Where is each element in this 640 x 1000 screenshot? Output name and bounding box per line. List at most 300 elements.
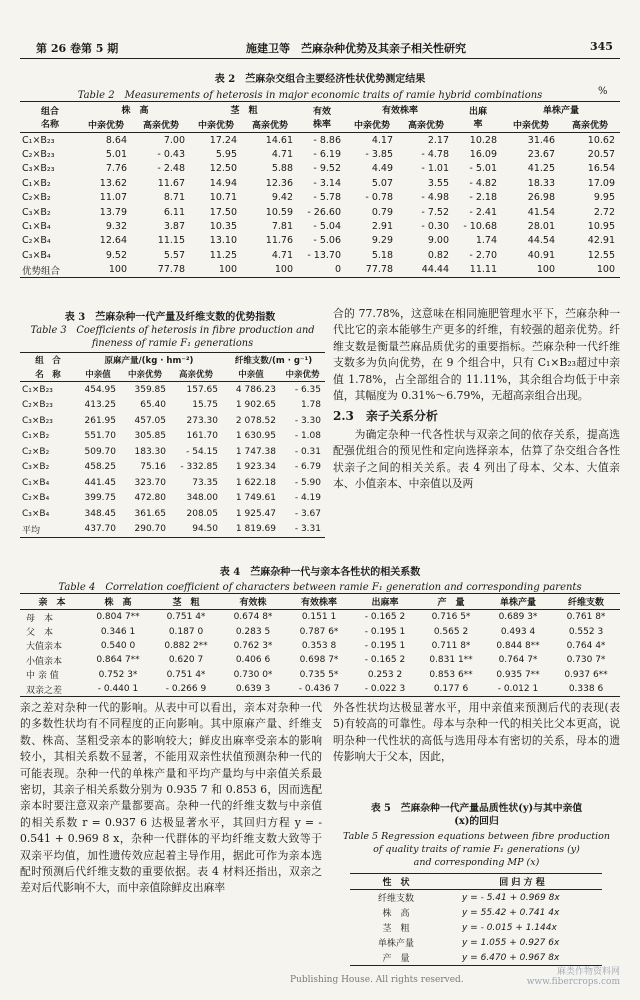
cell: 0.935 7** — [496, 669, 540, 680]
cell: 0.353 8 — [301, 640, 337, 651]
cell: - 0.165 2 — [364, 612, 406, 623]
table3-sub: 高亲优势 — [178, 370, 213, 380]
table3-row — [20, 475, 325, 491]
cell: - 332.85 — [180, 462, 218, 473]
table3-row — [20, 429, 325, 445]
cell: - 0.012 1 — [497, 684, 539, 695]
header-rule — [20, 58, 620, 59]
row-label: C₃×B₂ — [22, 206, 51, 218]
cell: 399.75 — [84, 493, 116, 504]
table4-row — [20, 682, 620, 697]
cell: 0.151 1 — [301, 612, 337, 623]
row-label: 母 本 — [26, 613, 54, 624]
volume-label: 第 26 卷第 5 期 — [36, 42, 119, 55]
cell: 0.406 6 — [235, 655, 271, 666]
cell: 0.565 2 — [433, 626, 469, 637]
equation: y = 1.055 + 0.927 6x — [462, 937, 560, 948]
cell: - 6.19 — [313, 149, 341, 161]
table2-head-yield: 单株产量 — [542, 106, 579, 116]
cell: 5.01 — [105, 149, 127, 161]
table2-row — [20, 219, 620, 233]
cell: 0.804 7** — [96, 612, 140, 623]
cell: 100 — [108, 264, 127, 276]
cell: 100 — [274, 264, 293, 276]
cell: 0.674 8* — [233, 612, 273, 623]
cell: - 0.31 — [294, 446, 321, 457]
cell: 10.95 — [587, 221, 615, 233]
table5-head-trait: 性 状 — [382, 878, 410, 888]
cell: 0.346 1 — [100, 626, 136, 637]
cell: 26.98 — [527, 192, 555, 204]
cell: 31.46 — [527, 134, 555, 146]
cell: 0.844 8** — [496, 640, 540, 651]
row-label: C₂×B₂₃ — [22, 149, 55, 161]
table5-caption-zh-2: (x)的回归 — [454, 816, 499, 827]
cell: 14.61 — [265, 134, 293, 146]
cell: 0.620 7 — [168, 655, 204, 666]
cell: 75.16 — [140, 462, 166, 473]
cell: 12.64 — [99, 235, 127, 247]
row-label: 平均 — [22, 525, 41, 536]
cell: 65.40 — [140, 400, 166, 411]
row-label: C₁×B₂₃ — [22, 134, 55, 146]
cell: 305.85 — [134, 431, 166, 442]
row-label: C₁×B₂₃ — [22, 384, 53, 395]
cell: 1 925.47 — [235, 508, 276, 519]
cell: 0.787 6* — [299, 626, 339, 637]
table5-caption-en-2: of quality traits of ramie F₁ generations (y) — [373, 844, 580, 855]
watermark-line-2: www.fibercrops.com — [526, 977, 620, 987]
cell: 20.57 — [587, 149, 615, 161]
cell: 9.95 — [593, 192, 615, 204]
cell: 5.18 — [371, 249, 393, 261]
cell: 0.752 3* — [98, 669, 138, 680]
cell: - 1.08 — [294, 431, 321, 442]
cell: 0.853 6** — [429, 669, 473, 680]
row-label: C₂×B₂₃ — [22, 400, 53, 411]
row-label: C₃×B₂ — [22, 462, 50, 473]
cell: - 4.98 — [421, 192, 449, 204]
cell: - 5.90 — [294, 477, 321, 488]
cell: 1.78 — [300, 400, 321, 411]
trait-label: 株 高 — [382, 909, 410, 919]
cell: 12.50 — [209, 163, 237, 175]
cell: 10.71 — [209, 192, 237, 204]
row-label: 中 亲 值 — [26, 671, 59, 682]
cell: 44.44 — [421, 264, 449, 276]
paragraph: 合的 77.78%，这意味在相同施肥管理水平下，苎麻杂种一代比它的亲本能够生产更多的纤维，有较强的超亲优势。纤维支数是衡量苎麻品质优劣的重要指标。苎麻杂种一代纤维支数多为负向优势，在 9 个组合中，只有 C₁×B₂₃超过中亲值 1.78%，占全部组合的 11.11%，其余组合均低于中亲值，其幅度为 0.31%～6.79%，无超高亲组合出现。 — [333, 307, 620, 403]
cell: 161.70 — [186, 431, 218, 442]
cell: 9.52 — [105, 249, 127, 261]
cell: - 0.022 3 — [364, 684, 406, 695]
equation: y = 55.42 + 0.741 4x — [462, 907, 560, 918]
table3-head-fineness: 纤维支数/(m · g⁻¹) — [234, 356, 313, 366]
cell: 0.937 6** — [564, 669, 608, 680]
cell: 0.639 3 — [235, 684, 271, 695]
cell: 17.24 — [209, 134, 237, 146]
table4-row — [20, 653, 620, 667]
cell: 10.28 — [469, 134, 497, 146]
row-label: C₃×B₂₃ — [22, 163, 55, 175]
cell: 5.95 — [215, 149, 237, 161]
cell: 3.55 — [427, 177, 449, 189]
table3-caption-zh: 表 3 苎麻杂种一代产量及纤维支数的优势指数 — [64, 312, 276, 323]
cell: 0.864 7** — [96, 655, 140, 666]
table5-row — [350, 935, 602, 950]
cell: - 5.04 — [313, 221, 341, 233]
cell: - 2.48 — [157, 163, 185, 175]
table2-head-eff-plant: 有效 株率 — [312, 107, 331, 130]
cell: - 5.01 — [469, 163, 497, 175]
table3 — [20, 352, 325, 538]
cell: 17.09 — [587, 177, 615, 189]
table2-row — [20, 248, 620, 262]
cell: 348.45 — [84, 508, 116, 519]
cell: 8.71 — [163, 192, 185, 204]
cell: - 0.440 1 — [97, 684, 139, 695]
cell: 15.75 — [192, 400, 218, 411]
cell: 4.49 — [371, 163, 393, 175]
cell: 2.17 — [427, 134, 449, 146]
cell: - 1.01 — [421, 163, 449, 175]
cell: 100 — [218, 264, 237, 276]
cell: 44.54 — [527, 235, 555, 247]
cell: 94.50 — [192, 524, 218, 535]
table3-row — [20, 398, 325, 414]
row-label: C₁×B₂ — [22, 177, 51, 189]
cell: 11.76 — [265, 235, 293, 247]
cell: 41.25 — [527, 163, 555, 175]
table5-caption-en-3: and corresponding MP (x) — [413, 857, 540, 868]
section-heading: 2.3 亲子关系分析 — [333, 409, 438, 424]
cell: 2.72 — [593, 206, 615, 218]
table4-head-cell: 株 高 — [104, 598, 132, 608]
paragraph: 亲之差对杂种一代的影响。从表中可以看出，亲本对杂种一代的多数性状均有不同程度的正向影响。其中原麻产量、纤维支数、株高、茎粗受亲本的影响较大；鲜皮出麻率受亲本的影响较小，其相关系数不显著，不能用双亲性状值预测杂种一代的可能表现。杂种一代的单株产量和平均产量均与中亲值关系最密切，其亲子相关系数分别为 0.935 7 和 0.853 6，因而选配亲本时要注意双亲产量都要高。杂种一代的纤维支数与中亲值的相关系数 r = 0.937 6 达极显著水平，其回归方程 y = - 0.541 + 0.969 8 x，杂种一代群体的平均纤维支数大致等于双亲平均值，加性遗传效应起着主导作用，据此可作为亲本选配时预测后代纤维支数的重要依据。表 4 材料还指出，双亲之差对后代影响不大，而中亲值除鲜皮出麻率 — [20, 701, 322, 895]
table4-head-cell: 茎 粗 — [172, 598, 200, 608]
cell: - 0.78 — [365, 192, 393, 204]
table4-row — [20, 610, 620, 625]
cell: 457.05 — [134, 415, 166, 426]
cell: 0.730 0* — [233, 669, 273, 680]
cell: 0.735 5* — [299, 669, 339, 680]
table2-head-fibre-rate: 出麻 率 — [468, 107, 487, 130]
table3-row — [20, 413, 325, 429]
table2-sub: 高亲优势 — [251, 121, 288, 131]
table3-row — [20, 491, 325, 507]
table5-caption-zh-1: 表 5 苎麻杂种一代产量品质性状(y)与其中亲值 — [370, 803, 583, 814]
cell: 0.283 5 — [235, 626, 271, 637]
table2-head-group: 组合 名称 — [40, 107, 59, 130]
right-column-text — [333, 306, 620, 492]
cell: 2.91 — [371, 221, 393, 233]
table2-sub: 中亲优势 — [353, 121, 390, 131]
table3-head-group: 组 合 — [35, 356, 61, 366]
cell: 28.01 — [527, 221, 555, 233]
cell: 13.62 — [99, 177, 127, 189]
cell: 17.50 — [209, 206, 237, 218]
cell: 0.338 6 — [568, 684, 604, 695]
left-column-text — [20, 700, 322, 897]
cell: - 6.79 — [294, 462, 321, 473]
cell: - 3.85 — [365, 149, 393, 161]
cell: - 4.82 — [469, 177, 497, 189]
cell: - 0.195 1 — [364, 626, 406, 637]
table3-row — [20, 444, 325, 460]
table5-row — [350, 890, 602, 906]
table4-head-cell: 有效株率 — [300, 598, 337, 608]
table5-caption-zh — [333, 802, 620, 828]
cell: - 7.52 — [421, 206, 449, 218]
cell: 8.64 — [105, 134, 127, 146]
cell: 10.62 — [587, 134, 615, 146]
row-label: 优势组合 — [22, 265, 61, 277]
cell: 77.78 — [157, 264, 185, 276]
row-label: C₂×B₄ — [22, 235, 51, 247]
table4-head-cell: 单株产量 — [499, 598, 536, 608]
table2 — [20, 101, 620, 278]
table2-sub: 高亲优势 — [571, 121, 608, 131]
table2-sub: 中亲优势 — [512, 121, 549, 131]
cell: 14.94 — [209, 177, 237, 189]
table3-sub: 中亲优势 — [285, 370, 320, 380]
cell: 0.716 5* — [431, 612, 471, 623]
table4-row — [20, 639, 620, 653]
paragraph: 外各性状均达极显著水平，用中亲值来预测后代的表现(表 5)有较高的可靠性。母本与杂种一代的相关比父本更高，说明杂种一代性状的高低与选用母本有密切的关系，母本的遗传影响大于父本，因此， — [333, 701, 620, 764]
table2-sub: 中亲优势 — [87, 121, 124, 131]
cell: 9.32 — [105, 221, 127, 233]
cell: 458.25 — [84, 462, 116, 473]
cell: 208.05 — [186, 508, 218, 519]
right-column-text-2 — [333, 700, 620, 766]
cell: 12.55 — [587, 249, 615, 261]
cell: 0.762 3* — [233, 640, 273, 651]
cell: 0.540 0 — [100, 640, 136, 651]
cell: - 4.19 — [294, 493, 321, 504]
cell: 11.15 — [157, 235, 185, 247]
cell: 273.30 — [186, 415, 218, 426]
cell: 5.88 — [271, 163, 293, 175]
table2-head-stem: 茎 粗 — [230, 106, 258, 116]
cell: - 3.31 — [294, 524, 321, 535]
table5-row — [350, 920, 602, 935]
row-label: C₂×B₄ — [22, 493, 50, 504]
cell: 0.764 4* — [566, 640, 606, 651]
cell: 0.711 8* — [431, 640, 471, 651]
cell: 6.11 — [163, 206, 185, 218]
cell: 0.764 7* — [498, 655, 538, 666]
table5-row — [350, 905, 602, 920]
cell: 5.07 — [371, 177, 393, 189]
table4-row — [20, 624, 620, 638]
table2-unit: % — [598, 86, 608, 97]
cell: 348.00 — [186, 493, 218, 504]
table5-caption-en-1: Table 5 Regression equations between fibre production — [342, 831, 611, 842]
table2-row — [20, 205, 620, 219]
table4-head-cell: 产 量 — [437, 598, 465, 608]
watermark-line-1: 麻类作物资料网 — [556, 967, 620, 977]
cell: - 54.15 — [186, 446, 218, 457]
cell: - 2.41 — [469, 206, 497, 218]
row-label: 父 本 — [26, 628, 54, 639]
cell: - 4.78 — [421, 149, 449, 161]
table4-head-cell: 纤维支数 — [567, 598, 604, 608]
cell: 0.751 4* — [166, 612, 206, 623]
cell: 0.882 2** — [164, 640, 208, 651]
cell: 12.36 — [265, 177, 293, 189]
table3-sub: 中亲值 — [238, 370, 264, 380]
table2-caption-en: Table 2 Measurements of heterosis in major economic traits of ramie hybrid combinations — [77, 90, 543, 101]
cell: 472.80 — [134, 493, 166, 504]
table3-caption-en-2: fineness of ramie F₁ generations — [91, 338, 254, 349]
cell: 2 078.52 — [235, 415, 276, 426]
table3-row — [20, 506, 325, 522]
cell: 23.67 — [527, 149, 555, 161]
cell: 4.17 — [371, 134, 393, 146]
cell: 323.70 — [134, 477, 166, 488]
cell: 3.87 — [163, 221, 185, 233]
cell: - 0.195 1 — [364, 640, 406, 651]
table3-caption-en — [20, 324, 325, 350]
table3-sub: 中亲优势 — [127, 370, 162, 380]
table3-row — [20, 460, 325, 476]
table3-row — [20, 382, 325, 398]
cell: 9.29 — [371, 235, 393, 247]
table2-sub: 中亲优势 — [197, 121, 234, 131]
table3-sub: 中亲值 — [85, 370, 111, 380]
cell: 0.689 3* — [498, 612, 538, 623]
cell: 1 749.61 — [235, 493, 276, 504]
table2-row — [20, 176, 620, 190]
trait-label: 单株产量 — [377, 939, 414, 949]
table3-caption-en-1: Table 3 Coefficients of heterosis in fibre production and — [30, 325, 315, 336]
paragraph: 为确定杂种一代各性状与双亲之间的依存关系，提高选配强优组合的预见性和定向选择亲本，估算了杂交组合各性状亲子之间的相关关系。表 4 列出了母本、父本、大值亲本、小值亲本、中亲值以及两 — [333, 427, 620, 491]
cell: - 3.30 — [294, 415, 321, 426]
cell: - 8.86 — [313, 134, 341, 146]
cell: 0 — [334, 264, 341, 276]
cell: 10.35 — [209, 221, 237, 233]
cell: 13.79 — [99, 206, 127, 218]
cell: 359.85 — [134, 384, 166, 395]
cell: 0.79 — [371, 206, 393, 218]
cell: 11.25 — [209, 249, 237, 261]
copyright-text: Publishing House. All rights reserved. — [290, 975, 464, 985]
equation: y = - 5.41 + 0.969 8x — [462, 892, 560, 903]
cell: - 0.266 9 — [165, 684, 207, 695]
cell: - 0.436 7 — [298, 684, 340, 695]
cell: 77.78 — [365, 264, 393, 276]
cell: 73.35 — [192, 477, 218, 488]
cell: 16.54 — [587, 163, 615, 175]
trait-label: 产 量 — [382, 954, 410, 964]
cell: 509.70 — [84, 446, 116, 457]
cell: 13.10 — [209, 235, 237, 247]
table4-head-cell: 出麻率 — [371, 598, 399, 608]
cell: 183.30 — [134, 446, 166, 457]
cell: 16.09 — [469, 149, 497, 161]
row-label: 双亲之差 — [26, 685, 63, 696]
table2-row — [20, 263, 620, 278]
cell: - 3.14 — [313, 177, 341, 189]
cell: 0.698 7* — [299, 655, 339, 666]
row-label: C₁×B₂ — [22, 431, 50, 442]
trait-label: 纤维支数 — [377, 894, 414, 904]
cell: 4.71 — [271, 249, 293, 261]
equation: y = 6.470 + 0.967 8x — [462, 952, 560, 963]
cell: 42.91 — [587, 235, 615, 247]
table3-head-name: 名 称 — [35, 370, 61, 380]
table2-row — [20, 147, 620, 161]
cell: 1 630.95 — [235, 431, 276, 442]
cell: 1 923.34 — [235, 462, 276, 473]
cell: 1 902.65 — [235, 400, 276, 411]
cell: 0.82 — [427, 249, 449, 261]
cell: - 2.70 — [469, 249, 497, 261]
cell: - 13.70 — [307, 249, 341, 261]
cell: 41.54 — [527, 206, 555, 218]
cell: 9.00 — [427, 235, 449, 247]
cell: - 9.52 — [313, 163, 341, 175]
cell: - 5.06 — [313, 235, 341, 247]
table4-row — [20, 668, 620, 682]
table4-head-cell: 亲 本 — [38, 598, 66, 608]
row-label: C₃×B₄ — [22, 508, 50, 519]
cell: 290.70 — [134, 524, 166, 535]
cell: 0.552 3 — [568, 626, 604, 637]
cell: 441.45 — [84, 477, 116, 488]
cell: 100 — [596, 264, 615, 276]
table3-head-yield: 原麻产量/(kg · hm⁻²) — [104, 356, 194, 366]
cell: 0.493 4 — [500, 626, 536, 637]
row-label: C₂×B₂ — [22, 192, 51, 204]
table4-caption-zh: 表 4 苎麻杂种一代与亲本各性状的相关系数 — [219, 567, 421, 578]
cell: - 6.35 — [294, 384, 321, 395]
cell: 437.70 — [84, 524, 116, 535]
cell: 0.751 4* — [166, 669, 206, 680]
cell: 4.71 — [271, 149, 293, 161]
table2-row — [20, 133, 620, 148]
cell: - 0.43 — [157, 149, 185, 161]
cell: 454.95 — [84, 384, 116, 395]
cell: 11.07 — [99, 192, 127, 204]
cell: 0.831 1** — [429, 655, 473, 666]
cell: 0.187 0 — [168, 626, 204, 637]
cell: 11.11 — [469, 264, 497, 276]
cell: 0.253 2 — [367, 669, 403, 680]
row-label: C₃×B₄ — [22, 249, 51, 261]
table4-head-cell: 有效株 — [239, 598, 267, 608]
cell: 413.25 — [84, 400, 116, 411]
cell: 7.76 — [105, 163, 127, 175]
cell: 1 622.18 — [235, 477, 276, 488]
cell: 1 747.38 — [235, 446, 276, 457]
row-label: C₁×B₄ — [22, 477, 50, 488]
table2-row — [20, 162, 620, 176]
cell: 9.42 — [271, 192, 293, 204]
cell: 7.00 — [163, 134, 185, 146]
cell: 0.177 6 — [433, 684, 469, 695]
cell: - 0.165 2 — [364, 655, 406, 666]
cell: - 10.68 — [463, 221, 497, 233]
row-label: 小值亲本 — [26, 656, 63, 667]
cell: - 26.60 — [307, 206, 341, 218]
table2-head-plant-height: 株 高 — [121, 106, 149, 116]
cell: 1.74 — [475, 235, 497, 247]
table5 — [350, 873, 602, 966]
cell: 100 — [536, 264, 555, 276]
cell: - 5.78 — [313, 192, 341, 204]
cell: - 0.30 — [421, 221, 449, 233]
cell: 18.33 — [527, 177, 555, 189]
